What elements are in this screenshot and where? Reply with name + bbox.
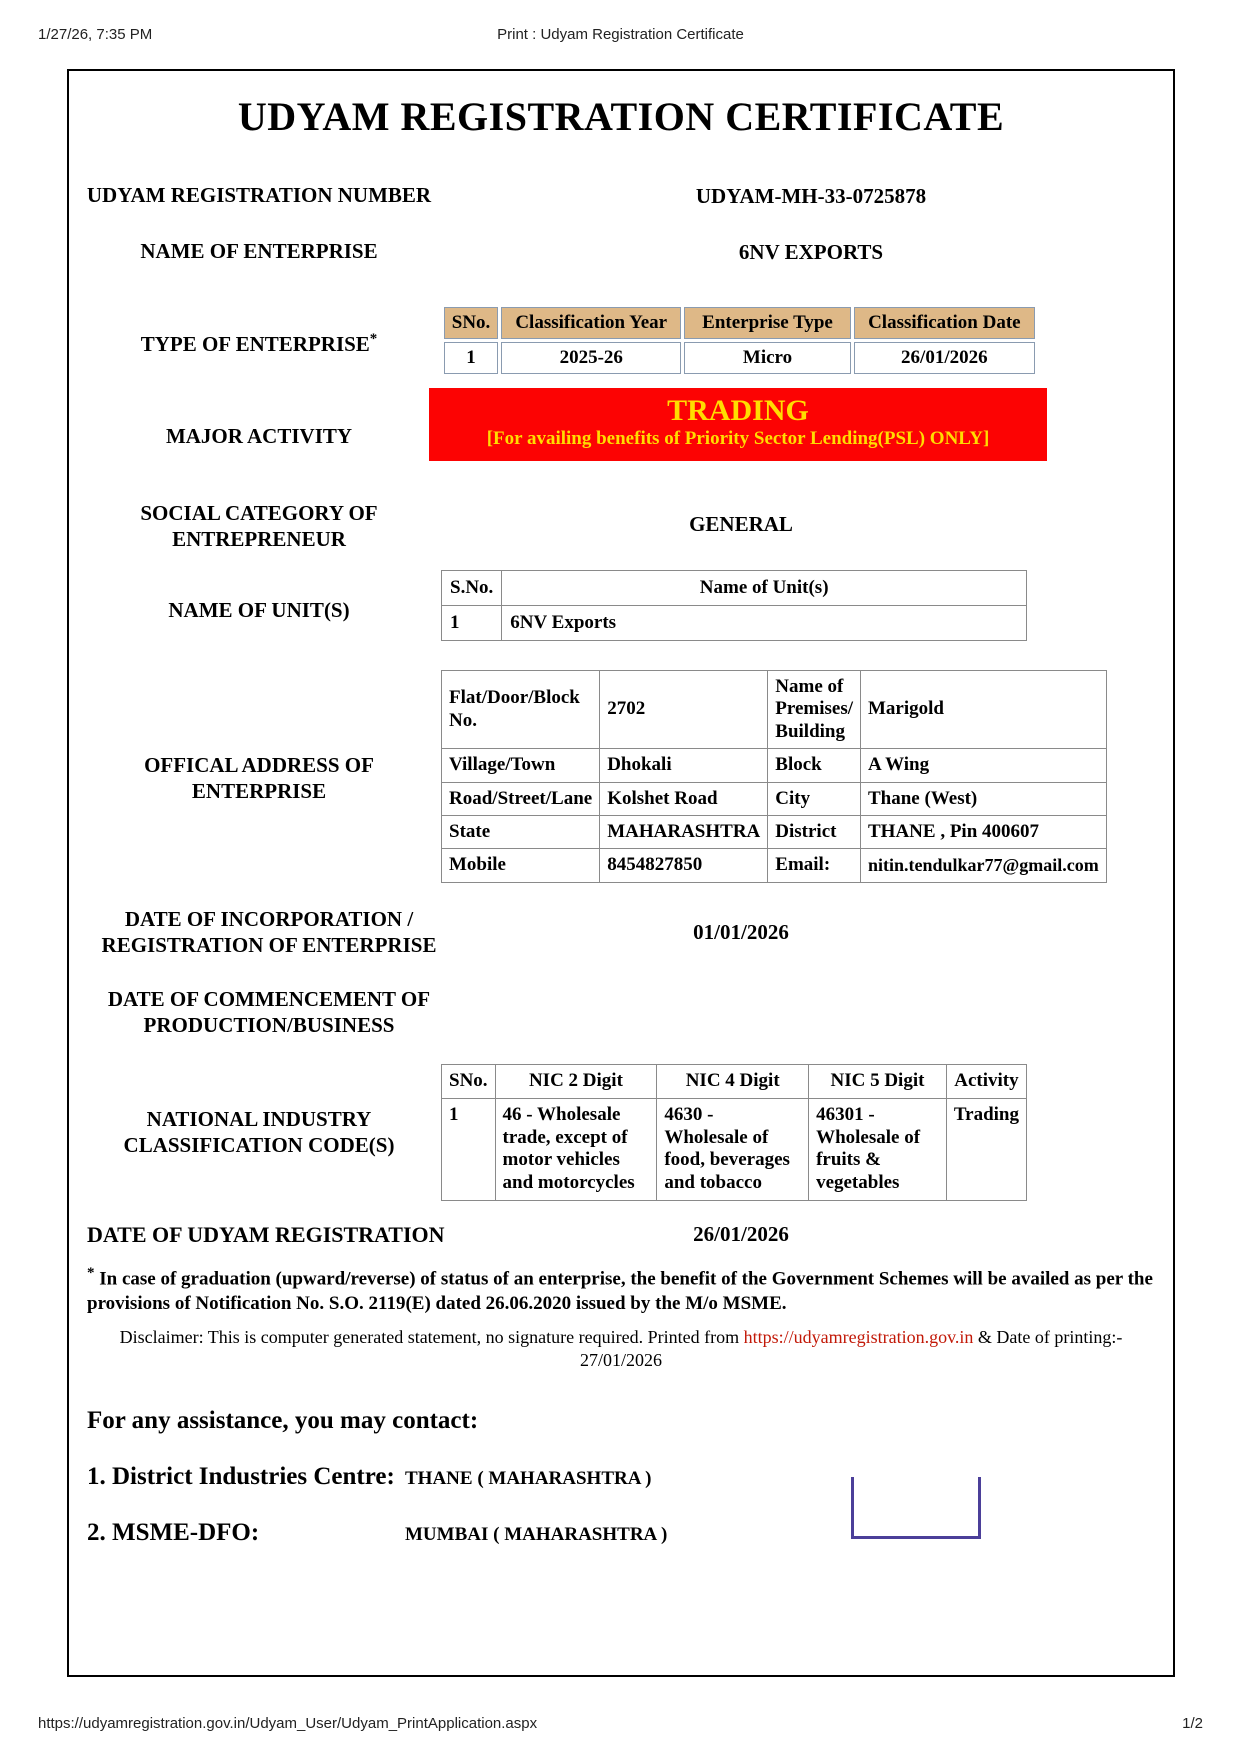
row-date-udyam-registration [69,1222,1173,1264]
footnote [69,1264,1173,1316]
th-nic-5-digit: NIC 5 Digit [809,1065,947,1099]
table-row [442,816,1107,849]
row-registration-number [69,176,1173,216]
type-of-enterprise-asterisk: * [369,331,378,347]
address-table [441,670,1107,883]
footnote-asterisk: * [87,1265,95,1281]
assistance-dic-value: THANE ( MAHARASHTRA ) [405,1467,652,1489]
date-incorporation-label-line2: REGISTRATION OF ENTERPRISE [101,933,437,958]
td-nic-sno: 1 [442,1098,496,1200]
row-name-of-enterprise [69,232,1173,272]
td-unit-sno: 1 [442,606,502,641]
disclaimer-link[interactable]: https://udyamregistration.gov.in [743,1326,974,1347]
assistance-msme-dfo-label: 2. MSME-DFO: [87,1518,260,1546]
table-row [444,342,1035,374]
date-incorporation-value: 01/01/2026 [693,920,789,944]
major-activity-psl-note: [For availing benefits of Priority Sector Lending(PSL) ONLY] [486,428,990,450]
row-major-activity [69,388,1173,492]
assistance-dic-label: 1. District Industries Centre: [87,1462,395,1490]
type-of-enterprise-label-text: TYPE OF ENTERPRISE [140,332,370,356]
nic-label-line1: NATIONAL INDUSTRY [146,1107,372,1131]
page-title: UDYAM REGISTRATION CERTIFICATE [237,94,1005,139]
row-name-of-units [69,570,1173,662]
date-incorporation-label [69,906,469,959]
addr-val-mobile: 8454827850 [600,849,768,882]
addr-key-district: District [768,816,861,849]
name-of-enterprise-value: 6NV EXPORTS [738,239,884,264]
table-row [442,671,1107,749]
table-row [442,1098,1027,1200]
assistance-item-msme-dfo [69,1519,1173,1547]
print-footer-page-number: 1/2 [1182,1715,1203,1732]
th-nic-2-digit: NIC 2 Digit [495,1065,657,1099]
addr-val-email: nitin.tendulkar77@gmail.com [861,849,1107,882]
official-address-label-line2: ENTERPRISE [191,779,327,804]
th-sno: SNo. [444,307,498,339]
addr-val-block: A Wing [861,749,1107,782]
addr-val-state: MAHARASHTRA [600,816,768,849]
date-udyam-registration-label: DATE OF UDYAM REGISTRATION [87,1222,445,1247]
units-table [441,570,1027,641]
addr-key-village: Village/Town [442,749,600,782]
addr-key-block: Block [768,749,861,782]
row-nic-codes [69,1064,1173,1204]
date-commencement-label [69,986,469,1039]
registration-number-value: UDYAM-MH-33-0725878 [695,183,927,208]
td-nic-2-digit: 46 - Wholesale trade, except of motor vehicles and motorcycles [495,1098,657,1200]
nic-label [69,1106,449,1159]
th-nic-activity: Activity [946,1065,1026,1099]
addr-val-village: Dhokali [600,749,768,782]
major-activity-banner-wrap [429,388,1029,461]
social-category-label [69,500,449,553]
addr-key-road: Road/Street/Lane [442,782,600,815]
table-header-row [442,1065,1027,1099]
print-header [0,26,1241,48]
date-commencement-label-line1: DATE OF COMMENCEMENT OF [107,987,431,1011]
type-of-enterprise-label [69,330,449,357]
disclaimer-middle: & Date of printing:- [973,1326,1123,1347]
row-official-address [69,670,1173,892]
th-nic-4-digit: NIC 4 Digit [657,1065,809,1099]
official-address-label-line1: OFFICAL ADDRESS OF [144,753,374,777]
addr-key-mobile: Mobile [442,849,600,882]
th-classification-date: Classification Date [854,307,1035,339]
print-title: Print : Udyam Registration Certificate [497,26,744,43]
addr-key-state: State [442,816,600,849]
major-activity-value: TRADING [667,394,809,427]
social-category-value: GENERAL [689,512,793,536]
td-classification-year: 2025-26 [501,342,681,374]
address-table-wrap [441,670,1099,883]
td-nic-4-digit: 4630 - Wholesale of food, beverages and tobacco [657,1098,809,1200]
disclaimer [69,1326,1173,1373]
type-of-enterprise-table [441,304,1038,377]
addr-val-city: Thane (West) [861,782,1107,815]
td-sno: 1 [444,342,498,374]
social-category-label-line1: SOCIAL CATEGORY OF [140,501,378,525]
assistance-msme-dfo-value: MUMBAI ( MAHARASHTRA ) [405,1523,668,1545]
td-unit-name: 6NV Exports [502,606,1027,641]
date-commencement-label-line2: PRODUCTION/BUSINESS [143,1013,395,1038]
units-table-wrap [441,570,1041,641]
table-row [442,782,1107,815]
table-header-row [442,571,1027,606]
th-nic-sno: SNo. [442,1065,496,1099]
name-of-enterprise-label: NAME OF ENTERPRISE [140,239,378,264]
row-social-category [69,500,1173,562]
row-date-incorporation [69,906,1173,978]
th-enterprise-type: Enterprise Type [684,307,850,339]
addr-key-premises: Name of Premises/ Building [768,671,861,749]
row-date-commencement [69,986,1173,1064]
date-incorporation-label-line1: DATE OF INCORPORATION / [124,907,414,931]
print-date: 1/27/26, 7:35 PM [38,26,153,43]
certificate-sheet [67,69,1175,1677]
td-classification-date: 26/01/2026 [854,342,1035,374]
registration-number-label: UDYAM REGISTRATION NUMBER [86,183,432,208]
major-activity-banner [429,388,1047,461]
addr-val-premises: Marigold [861,671,1107,749]
assistance-item-dic [69,1463,1173,1491]
nic-table-wrap [441,1064,1041,1201]
row-type-of-enterprise [69,286,1173,382]
name-of-units-label: NAME OF UNIT(S) [168,598,350,622]
assistance-title: For any assistance, you may contact: [87,1406,479,1434]
major-activity-label: MAJOR ACTIVITY [165,424,353,448]
addr-val-district: THANE , Pin 400607 [861,816,1107,849]
nic-table [441,1064,1027,1201]
addr-key-flat: Flat/Door/Block No. [442,671,600,749]
footnote-text: In case of graduation (upward/reverse) of status of an enterprise, the benefit of the Government Schemes will be availed as per the provisions of Notification No. S.O. 2119(E) dated 26.06.2020 issued by the M/o MSME. [87,1268,1153,1314]
th-classification-year: Classification Year [501,307,681,339]
type-of-enterprise-table-wrap [441,304,1041,377]
table-row [442,606,1027,641]
print-footer [0,1715,1241,1737]
td-nic-5-digit: 46301 - Wholesale of fruits & vegetables [809,1098,947,1200]
social-category-label-line2: ENTREPRENEUR [172,527,346,552]
nic-label-line2: CLASSIFICATION CODE(S) [123,1133,395,1158]
addr-key-city: City [768,782,861,815]
td-nic-activity: Trading [946,1098,1026,1200]
th-unit-name: Name of Unit(s) [502,571,1027,606]
signature-stamp-box [851,1477,981,1539]
table-header-row [444,307,1035,339]
table-row [442,849,1107,882]
disclaimer-prefix: Disclaimer: This is computer generated statement, no signature required. Printed from [119,1326,744,1347]
print-footer-url: https://udyamregistration.gov.in/Udyam_User/Udyam_PrintApplication.aspx [38,1715,538,1732]
disclaimer-date: 27/01/2026 [579,1350,662,1371]
official-address-label [69,752,449,805]
date-udyam-registration-value: 26/01/2026 [693,1222,789,1246]
addr-key-email: Email: [768,849,861,882]
addr-val-road: Kolshet Road [600,782,768,815]
td-enterprise-type: Micro [684,342,850,374]
table-row [442,749,1107,782]
th-unit-sno: S.No. [442,571,502,606]
addr-val-flat: 2702 [600,671,768,749]
